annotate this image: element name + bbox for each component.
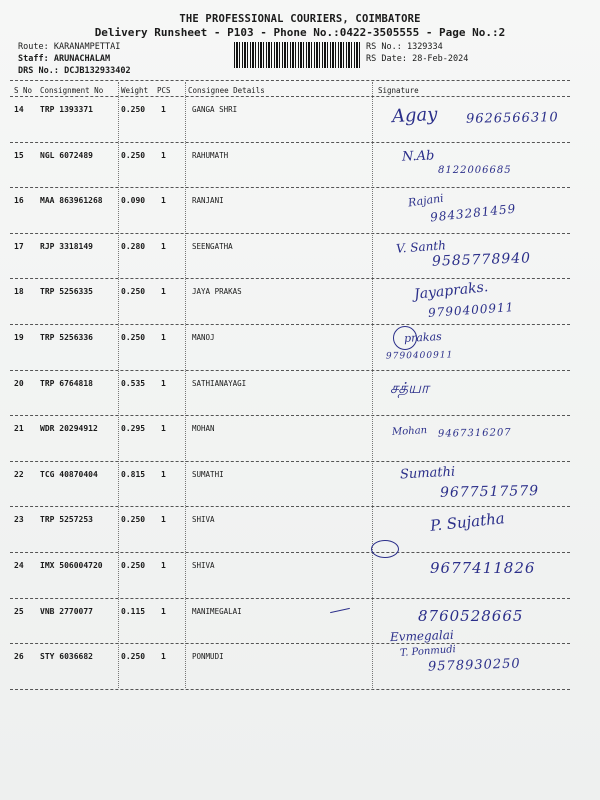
weight-cell: 0.295 [121, 424, 146, 434]
sno-cell: 18 [14, 287, 24, 297]
weight-cell: 0.250 [121, 652, 146, 662]
pcs-cell: 1 [161, 561, 166, 570]
table-row [10, 553, 570, 599]
signature-name: Evmegalai [389, 627, 454, 644]
consignee-cell: SUMATHI [192, 469, 224, 479]
signature-name: Jayapraks. [413, 279, 489, 304]
signature-phone: 8760528665 [418, 606, 524, 625]
sno-cell: 21 [14, 424, 24, 434]
sno-cell: 23 [14, 515, 24, 525]
consignee-cell: RANJANI [192, 196, 224, 206]
table-row [10, 234, 570, 280]
pcs-cell: 1 [161, 333, 166, 342]
route-line [18, 42, 120, 53]
weight-cell: 0.090 [121, 196, 146, 206]
col-header-consignment: Consignment No [40, 86, 104, 95]
signature-phone: 9585778940 [431, 250, 532, 270]
signature-phone: 9578930250 [427, 656, 521, 675]
runsheet-subtitle: Delivery Runsheet - P103 - Phone No.:0422-3505555 - Page No.:2 [94, 26, 506, 39]
weight-cell: 0.250 [121, 150, 146, 160]
consignment-no-cell: RJP 3318149 [40, 241, 93, 251]
table-row [10, 644, 570, 690]
consignment-no-cell: NGL 6072489 [40, 150, 93, 160]
consignee-cell: RAHUMATH [192, 150, 229, 160]
sno-cell: 19 [14, 333, 24, 342]
table-row [10, 325, 570, 371]
consignment-no-cell: STY 6036682 [40, 652, 93, 662]
drs-label: DRS No.: [18, 66, 59, 76]
consignee-cell: MANIMEGALAI [192, 606, 242, 616]
rs-no-label: RS No.: [366, 42, 402, 52]
signature-phone: 9843281459 [429, 201, 517, 225]
weight-cell: 0.250 [121, 287, 146, 297]
consignment-no-cell: IMX 506004720 [40, 561, 103, 570]
col-header-sno: S No [14, 86, 33, 95]
header-top-rule [10, 80, 570, 81]
table-row [10, 143, 570, 189]
staff-line [18, 54, 110, 65]
pcs-cell: 1 [161, 150, 166, 160]
pcs-cell: 1 [161, 469, 166, 479]
company-title: THE PROFESSIONAL COURIERS, COIMBATORE [179, 13, 421, 25]
sno-cell: 20 [14, 378, 24, 388]
consignee-cell: PONMUDI [192, 652, 224, 662]
consignment-no-cell: TRP 6764818 [40, 378, 93, 388]
signature-phone: 8122006685 [438, 164, 512, 176]
table-row [10, 188, 570, 234]
signature-name: Rajani [407, 191, 445, 210]
signature-phone: 9677411826 [430, 559, 536, 577]
consignee-cell: MOHAN [192, 424, 215, 434]
consignment-no-cell: WDR 20294912 [40, 424, 98, 434]
weight-cell: 0.280 [121, 241, 146, 251]
weight-cell: 0.115 [121, 606, 146, 616]
signature-name: Mohan [391, 425, 428, 439]
weight-cell: 0.250 [121, 515, 146, 525]
barcode [234, 42, 360, 68]
rs-date-line [366, 54, 468, 65]
table-row [10, 371, 570, 417]
drs-value: DCJB132933402 [64, 66, 131, 76]
table-row [10, 279, 570, 325]
pcs-cell: 1 [161, 378, 166, 388]
consignee-cell: SHIVA [192, 561, 215, 570]
signature-name: prakas [403, 330, 443, 345]
weight-cell: 0.535 [121, 378, 146, 388]
rs-no-value: 1329334 [406, 42, 443, 52]
table-row [10, 462, 570, 508]
signature-scribble [371, 540, 399, 558]
pcs-cell: 1 [161, 515, 166, 525]
consignee-cell: MANOJ [192, 333, 215, 342]
sno-cell: 14 [14, 105, 24, 114]
staff-label: Staff: [18, 54, 49, 64]
signature-name: T. Ponmudi [399, 644, 457, 660]
consignment-no-cell: TCG 40870404 [40, 469, 98, 479]
pcs-cell: 1 [161, 424, 166, 434]
consignee-cell: SHIVA [192, 515, 215, 525]
sno-cell: 16 [14, 196, 24, 206]
weight-cell: 0.250 [121, 333, 146, 342]
rs-no-line [366, 42, 443, 53]
drs-line [18, 66, 131, 77]
pcs-cell: 1 [161, 105, 166, 114]
signature-name: Sumathi [399, 464, 456, 483]
signature-phone: 9467316207 [437, 427, 512, 440]
table-row [10, 416, 570, 462]
consignment-no-cell: TRP 5256336 [40, 333, 93, 342]
sno-cell: 24 [14, 561, 24, 570]
pcs-cell: 1 [161, 287, 166, 297]
col-header-weight: Weight [121, 86, 149, 95]
route-value: KARANAMPETTAI [53, 42, 121, 52]
signature-phone: 9790400911 [427, 300, 515, 321]
consignment-no-cell: VNB 2770077 [40, 606, 93, 616]
consignee-cell: SATHIANAYAGI [192, 378, 247, 388]
signature-phone: 9790400911 [385, 350, 454, 362]
signature-name: N.Ab [401, 148, 435, 165]
table-row [10, 599, 570, 645]
table-row [10, 97, 570, 143]
signature-name: சத்யா [390, 378, 429, 397]
col-header-signature: Signature [378, 86, 419, 95]
col-header-pcs: PCS [157, 86, 171, 95]
sno-cell: 22 [14, 469, 24, 479]
col-header-consignee: Consignee Details [188, 86, 265, 95]
staff-value: ARUNACHALAM [53, 54, 111, 64]
sno-cell: 25 [14, 606, 24, 616]
route-label: Route: [18, 42, 49, 52]
weight-cell: 0.250 [121, 561, 146, 570]
table-row [10, 507, 570, 553]
sno-cell: 17 [14, 241, 24, 251]
sno-cell: 15 [14, 150, 24, 160]
weight-cell: 0.250 [121, 105, 146, 114]
rs-date-value: 28-Feb-2024 [412, 54, 469, 64]
consignee-cell: JAYA PRAKAS [192, 287, 242, 297]
pcs-cell: 1 [161, 652, 166, 662]
consignee-cell: GANGA SHRI [192, 105, 238, 114]
sno-cell: 26 [14, 652, 24, 662]
weight-cell: 0.815 [121, 469, 146, 479]
consignment-no-cell: MAA 863961268 [40, 196, 103, 206]
signature-name: P. Sujatha [429, 509, 506, 536]
row-separator [10, 689, 570, 690]
signature-phone: 9677517579 [439, 482, 540, 501]
consignment-no-cell: TRP 5257253 [40, 515, 93, 525]
signature-name: Agay [391, 103, 438, 128]
pcs-cell: 1 [161, 241, 166, 251]
signature-phone: 9626566310 [465, 110, 559, 127]
signature-scribble [393, 326, 417, 350]
pcs-cell: 1 [161, 606, 166, 616]
signature-name: V. Santh [395, 238, 447, 256]
rs-date-label: RS Date: [366, 54, 407, 64]
consignee-cell: SEENGATHA [192, 241, 233, 251]
pcs-cell: 1 [161, 196, 166, 206]
consignment-no-cell: TRP 5256335 [40, 287, 93, 297]
consignment-no-cell: TRP 1393371 [40, 105, 93, 114]
